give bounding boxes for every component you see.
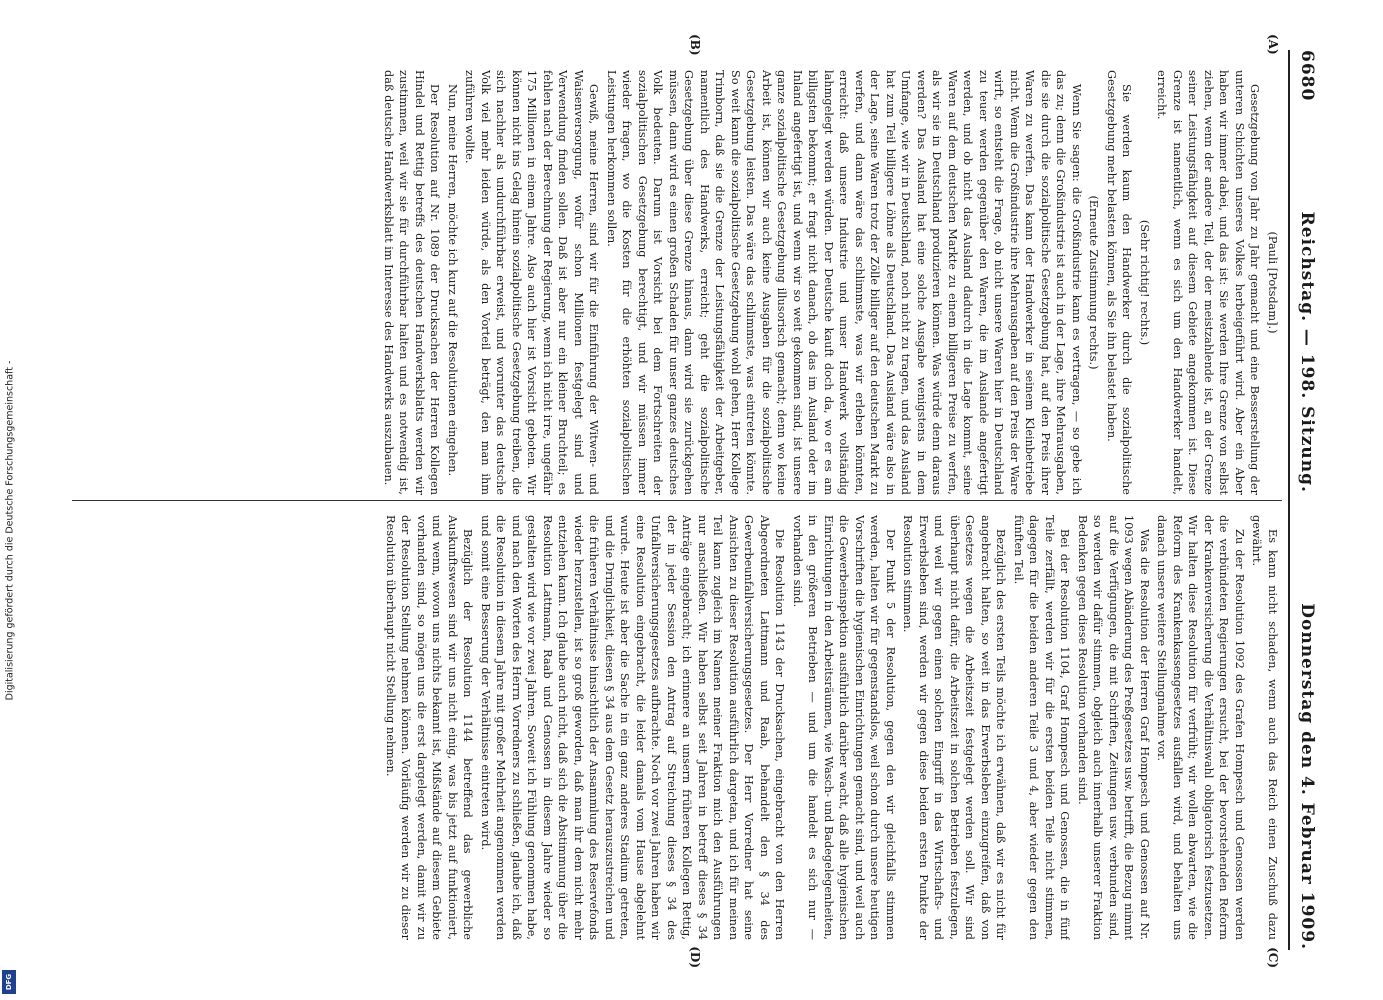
margin-mark-b: (B) bbox=[687, 34, 702, 56]
margin-mark-d: (D) bbox=[687, 946, 702, 968]
paragraph: Sie werden kaum den Handwerker durch die sozialpolitische Gesetzgebung mehr belasten können, als Sie ihn belastet haben. bbox=[1104, 70, 1133, 495]
paragraph: Wenn Sie sagen: die Großindustrie kann es vertragen, — so gebe ich das zu; denn die Großindustrie ist auch in der Lage, ihre Mehrausgaben, die sie durch die sozialpolitische Gesetzgebung hat, auf den Preis ihrer Waren zu werfen. Das kann der Handwerker in seinem Kleinbetriebe nicht. Wenn die Großindustrie ihre Mehrausgaben auf den Preis der Ware wirft, so entsteht die Frage, ob nicht unsere Waren hier in Deutschland zu teuer werden gegenüber den Waren, die im Auslande angefertigt werden, und ob nicht das Ausland dadurch in die Lage kommt, seine Waren auf dem deutschen Markte zu einem billigeren Preise zu werfen, als wir sie in Deutschland produzieren können. Was würde denn daraus werden? Das Ausland hat eine solche Ausgabe wenigstens in dem Umfange, wie wir in Deutschland, noch nicht zu tragen, und das Ausland hat zum Teil billigere Löhne als Deutschland. Das Ausland wäre also in der Lage, seine Waren trotz der Zölle billiger auf den deutschen Markt zu werfen, und dann wäre das schlimmste, was wir erleben könnten, erreicht: daß unsere Industrie und unser Handwerk vollständig lahmgelegt werden würden. Der Deutsche kauft doch da, wo er es am billigsten bekommt; er fragt nicht danach, ob das im Ausland oder im Inland angefertigt ist, und wenn wir so weit gekommen sind, ist unsere ganze sozialpolitische Gesetzgebung illusorisch gemacht; denn wo keine Arbeit ist, können wir auch keine Ausgaben für die sozialpolitische Gesetzgebung leisten. Das wäre das schlimmste, was eintreten könnte. So weit kann die sozialpolitische Gesetzgebung wohl gehen, Herr Kollege Trimborn, daß sie die Grenze der Leistungsfähigkeit der Arbeitgeber, namentlich des Handwerks, erreicht; geht die sozialpolitische Gesetzgebung über diese Grenze hinaus, dann wird sie zurückgehen müssen, dann wird es einen großen Schaden für unser ganzes deutsches Volk bedeuten. Darum ist Vorsicht bei dem Fortschreiten der sozialpolitischen Gesetzgebung berechtigt, und wir müssen immer wieder fragen, wo die Kosten für die erhöhten sozialpolitischen Leistungen herkommen sollen. bbox=[604, 70, 1083, 495]
interjection: (Erneute Zustimmung rechts.) bbox=[1087, 195, 1100, 370]
rotated-page bbox=[42, 30, 1342, 970]
page-header bbox=[1294, 50, 1320, 950]
paragraph: Gewiß, meine Herren, sind wir für die Einführung der Witwen- und Waisenversorgung, wofür schon Millionen festgelegt sind und Verwendung finden sollen. Daß ist aber nur ein kleiner Bruchteil; es fehlen nach der Berechnung der Regierung, wenn ich nicht irre, ungefähr 175 Millionen in einem Jahre. Also auch hier ist Vorsicht geboten. Wir können nicht ins Gelag hinein sozialpolitische Gesetzgebung treiben, die sich nachher als undurchführbar erweist, und worunter das deutsche Volk viel mehr leiden würde, als den Vorteil beträgt, den man ihm zuführen wollte. bbox=[463, 70, 600, 495]
paragraph: Es kann nicht schaden, wenn auch das Reich einen Zuschuß dazu gewährt. bbox=[1250, 515, 1279, 940]
paragraph: Gesetzgebung von Jahr zu Jahr gemacht und eine Besserstellung der unteren Schichten unseres Volkes herbeigeführt wird. Aber ein Aber haben wir immer dabei, und das ist: Sie werden Ihre Grenze von selbst ziehen, wenn der andere Teil, der der meistzahlende ist, an der Grenze seiner Leistungsfähigkeit auf diesem Gebiete angekommen ist. Diese Grenze ist namentlich, wenn es sich um den Handwerker handelt, erreicht. bbox=[1155, 70, 1261, 495]
margin-mark-c: (C) bbox=[1265, 947, 1280, 968]
page-number: 6680 bbox=[1296, 50, 1317, 102]
margin-mark-a: (A) bbox=[1265, 34, 1280, 55]
speaker-note: (Pauli [Potsdam].) bbox=[1265, 231, 1279, 334]
digitization-credit bbox=[2, 70, 18, 990]
interjection: (Sehr richtig! rechts.) bbox=[1137, 219, 1151, 346]
header-date: Donnerstag den 4. Februar 1909. bbox=[1296, 603, 1317, 950]
header-title: Reichstag. — 198. Sitzung. bbox=[1296, 211, 1317, 493]
column-divider bbox=[72, 500, 1282, 501]
paragraph: Die Resolution 1143 der Drucksachen, eingebracht von den Herren Abgeordneten Lattmann und Raab, behandelt den § 34 des Gewerbeunfallversicherungsgesetzes. Der Herr Vorredner hat seine Ansichten zu dieser Resolution ausführlich dargetan, und ich für meinen Teil kann zugleich im Namen meiner Fraktion mich den Ausführungen nur anschließen. Wir haben selbst seit Jahren in betreff dieses § 34 Anträge eingebracht; ich erinnere an unsern früheren Kollegen Rettig, der in jeder Session den Antrag auf Streichung dieses § 34 des Unfallversicherungsgesetzes aufbrachte. Noch vor zwei Jahren haben wir eine Resolution eingebracht, die leider damals vom Hause abgelehnt wurde. Heute ist aber die Sache in ein ganz anderes Stadium getreten, und die Dringlichkeit, diesen § 34 aus dem Gesetz herauszustreichen und die früheren Verhältnisse hinsichtlich der Ansammlung des Reservefonds wieder herzustellen, ist so groß geworden, daß man ihr dem nicht mehr entziehen kann. Ich glaube auch nicht, daß sich die Abstimmung über die Resolution Lattmann, Raab und Genossen in diesem Jahre wieder so gestalten wird wie vor zwei Jahren. Soweit ich Fühlung genommen habe, und nach den Worten des Herrn Vorredners zu schließen, glaube ich, daß die Resolution in diesem Jahre mit großer Mehrheit angenommen werden und somit eine Besserung der Verhältnisse eintreten wird. bbox=[478, 515, 786, 940]
dfg-logo-icon bbox=[2, 970, 16, 994]
paragraph: Bei der Resolution 1104, Graf Hompesch und Genossen, die in fünf Teile zerfällt, werden wir für die ersten beiden Teile nicht stimmen, dagegen für die beiden anderen Teile 3 und 4, aber wieder gegen den fünften Teil. bbox=[1011, 515, 1071, 940]
credit-text: Digitalisierung gefördert durch die Deutsche Forschungsgemeinschaft - bbox=[4, 360, 16, 700]
paragraph: Zu der Resolution 1092 des Grafen Hompesch und Genossen werden die verbündeten Regierungen ersucht, bei der bevorstehenden Reform der Krankenversicherung die Verhältniswahl obligatorisch festzusetzen. Wir halten diese Resolution für verfrüht; wir wollen abwarten, wie die Reform des Krankenkassengesetzes ausfallen wird, und behalten uns danach unsere weitere Stellungnahme vor. bbox=[1155, 515, 1246, 940]
header-rule bbox=[1288, 50, 1290, 950]
paragraph: Bezüglich der Resolution 1144 betreffend das gewerbliche Auskunftswesen sind wir uns nicht einig, was bis jetzt auf funktioniert, und wenn, wovon uns nichts bekannt ist, Mißstände auf diesem Gebiete vorhanden sind, so mögen uns die erst dargelegt werden, damit wir zu der Resolution Stellung nehmen können. Vorläufig werden wir zu dieser Resolution überhaupt nicht Stellung nehmen. bbox=[383, 515, 474, 940]
paragraph: Nun, meine Herren, möchte ich kurz auf die Resolutionen eingehen. bbox=[445, 84, 459, 477]
right-column bbox=[72, 515, 1280, 940]
paragraph: Was die Resolution der Herren Graf Hompesch und Genossen auf Nr. 1093 wegen Abänderung des Preßgesetzes usw. betrifft, die Bezug nimmt auf die Verfügungen, die mit Schriften, Zeitungen usw. verbunden sind, so werden wir dafür stimmen, obgleich auch innerhalb unserer Fraktion Bedenken gegen diese Resolution vorhanden sind. bbox=[1075, 515, 1151, 940]
paragraph: Der Resolution auf Nr. 1089 der Drucksachen der Herren Kollegen Hindel und Rettig betreffs des deutschen Handwerksblatts werden wir zustimmen, weil wir sie für durchführbar halten und es notwendig ist, daß deutsche Handwerksblatt im Interesse des Handwerks auszubauen. bbox=[381, 70, 441, 495]
paragraph: Der Punkt 5 der Resolution, gegen den wir gleichfalls stimmen werden, halten wir für gegenstandslos, weil schon durch unsere heutigen Vorschriften die hygienischen Einrichtungen gemacht sind, und weil auch die Gewerbeinspektion ausführlich darüber wacht, daß alle hygienischen Einrichtungen in den Arbeitsräumen, wie Wasch- und Badegelegenheiten, in den größeren Betrieben — und um die handelt es sich nur — vorhanden sind. bbox=[790, 515, 897, 940]
left-column bbox=[72, 70, 1280, 495]
dfg-logo-text: DFG bbox=[5, 973, 13, 991]
paragraph: Bezüglich des ersten Teils möchte ich erwähnen, daß wir es nicht für angebracht halten, so weit in das Erwerbsleben einzugreifen, daß von Gesetzes wegen die Arbeitszeit festgelegt werden soll. Wir sind überhaupt nicht dafür, die Arbeitszeit in solchen Betrieben festzulegen, und weil wir gegen einen solchen Eingriff in das Wirtschafts- und Erwerbsleben sind, werden wir gegen diese beiden ersten Punkte der Resolution stimmen. bbox=[901, 515, 1007, 940]
